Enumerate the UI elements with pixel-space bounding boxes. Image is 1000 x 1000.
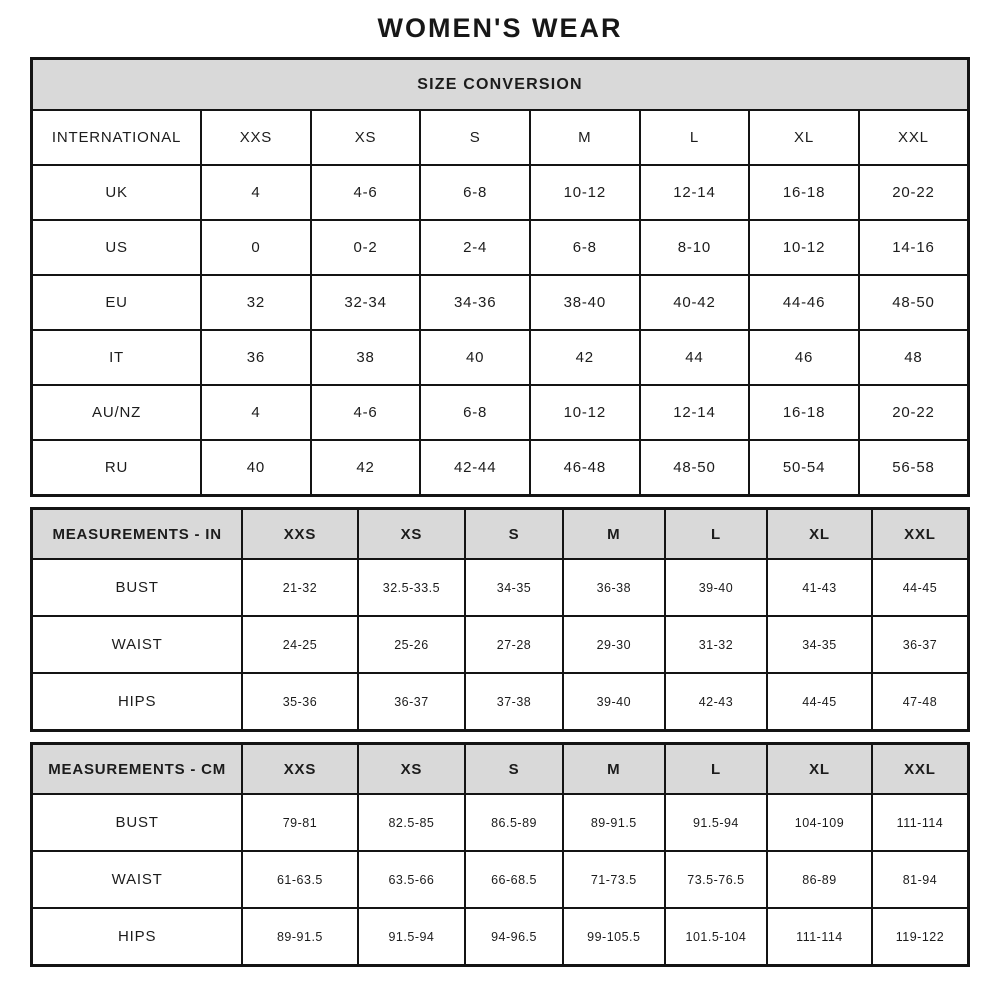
cell: 104-109 [767,794,872,851]
cell: 10-12 [530,385,640,440]
row-label: AU/NZ [32,385,202,440]
row-label: RU [32,440,202,496]
cell: 21-32 [242,559,357,616]
measurements-cm-table [30,742,970,967]
cell: 39-40 [563,673,665,731]
cell: 12-14 [640,385,750,440]
size-header-s: S [465,744,562,795]
size-header-xxl: XXL [859,110,969,165]
cell: 37-38 [465,673,562,731]
cell: 46 [749,330,859,385]
table-row-hips-cm [32,908,969,966]
cell: 99-105.5 [563,908,665,966]
cell: 50-54 [749,440,859,496]
table-row-bust-in [32,559,969,616]
cell: 89-91.5 [242,908,357,966]
cell: 39-40 [665,559,767,616]
cell: 31-32 [665,616,767,673]
size-header-l: L [665,744,767,795]
row-label: HIPS [32,673,243,731]
row-label: EU [32,275,202,330]
cell: 4 [201,385,311,440]
cell: 32.5-33.5 [358,559,466,616]
page-title: WOMEN'S WEAR [377,13,623,43]
cell: 10-12 [749,220,859,275]
measurements-in-title: MEASUREMENTS - IN [32,509,243,560]
cell: 86.5-89 [465,794,562,851]
cell: 89-91.5 [563,794,665,851]
cell: 44-46 [749,275,859,330]
table-row-eu [32,275,969,330]
cell: 91.5-94 [358,908,466,966]
row-label: WAIST [32,851,243,908]
cell: 8-10 [640,220,750,275]
measurements-cm-title: MEASUREMENTS - CM [32,744,243,795]
cell: 48-50 [640,440,750,496]
cell: 4 [201,165,311,220]
cell: 44 [640,330,750,385]
table-row-hips-in [32,673,969,731]
table-row-us [32,220,969,275]
table-row-bust-cm [32,794,969,851]
table-row-aunz [32,385,969,440]
cell: 73.5-76.5 [665,851,767,908]
cell: 91.5-94 [665,794,767,851]
cell: 2-4 [420,220,530,275]
size-header-row [32,110,969,165]
cell: 119-122 [872,908,969,966]
header-international: INTERNATIONAL [32,110,202,165]
cell: 44-45 [767,673,872,731]
cell: 32 [201,275,311,330]
size-header-xl: XL [749,110,859,165]
cell: 101.5-104 [665,908,767,966]
cell: 81-94 [872,851,969,908]
cell: 12-14 [640,165,750,220]
cell: 41-43 [767,559,872,616]
cell: 44-45 [872,559,969,616]
cell: 48-50 [859,275,969,330]
cell: 63.5-66 [358,851,466,908]
cell: 27-28 [465,616,562,673]
cell: 66-68.5 [465,851,562,908]
size-header-xxs: XXS [242,509,357,560]
cell: 36 [201,330,311,385]
cell: 56-58 [859,440,969,496]
cell: 35-36 [242,673,357,731]
table-row-ru [32,440,969,496]
size-header-s: S [465,509,562,560]
cell: 14-16 [859,220,969,275]
size-header-xs: XS [311,110,421,165]
row-label: IT [32,330,202,385]
cell: 0-2 [311,220,421,275]
measurements-in-header-row [32,509,969,560]
cell: 36-37 [872,616,969,673]
size-header-m: M [563,744,665,795]
cell: 4-6 [311,385,421,440]
cell: 86-89 [767,851,872,908]
cell: 94-96.5 [465,908,562,966]
size-header-xl: XL [767,509,872,560]
cell: 46-48 [530,440,640,496]
cell: 40-42 [640,275,750,330]
cell: 0 [201,220,311,275]
cell: 34-36 [420,275,530,330]
cell: 20-22 [859,165,969,220]
table-row-waist-in [32,616,969,673]
cell: 111-114 [767,908,872,966]
size-conversion-title: SIZE CONVERSION [32,59,969,111]
cell: 6-8 [530,220,640,275]
size-header-l: L [640,110,750,165]
size-header-xs: XS [358,744,466,795]
cell: 10-12 [530,165,640,220]
cell: 32-34 [311,275,421,330]
size-header-xs: XS [358,509,466,560]
size-header-l: L [665,509,767,560]
cell: 20-22 [859,385,969,440]
size-header-s: S [420,110,530,165]
row-label: US [32,220,202,275]
row-label: HIPS [32,908,243,966]
table-row-it [32,330,969,385]
size-conversion-table [30,57,970,497]
table-row-uk [32,165,969,220]
cell: 16-18 [749,165,859,220]
measurements-cm-header-row [32,744,969,795]
cell: 42-44 [420,440,530,496]
cell: 79-81 [242,794,357,851]
cell: 6-8 [420,385,530,440]
cell: 42-43 [665,673,767,731]
cell: 29-30 [563,616,665,673]
cell: 34-35 [767,616,872,673]
cell: 111-114 [872,794,969,851]
size-header-m: M [563,509,665,560]
size-header-xl: XL [767,744,872,795]
measurements-in-table [30,507,970,732]
row-label: UK [32,165,202,220]
row-label: BUST [32,559,243,616]
cell: 61-63.5 [242,851,357,908]
size-header-m: M [530,110,640,165]
table-title-row [32,59,969,111]
cell: 38-40 [530,275,640,330]
cell: 82.5-85 [358,794,466,851]
row-label: BUST [32,794,243,851]
row-label: WAIST [32,616,243,673]
cell: 42 [311,440,421,496]
cell: 36-38 [563,559,665,616]
cell: 40 [201,440,311,496]
cell: 6-8 [420,165,530,220]
size-header-xxl: XXL [872,509,969,560]
cell: 40 [420,330,530,385]
cell: 16-18 [749,385,859,440]
cell: 34-35 [465,559,562,616]
size-header-xxs: XXS [242,744,357,795]
cell: 42 [530,330,640,385]
cell: 36-37 [358,673,466,731]
size-header-xxl: XXL [872,744,969,795]
cell: 24-25 [242,616,357,673]
cell: 25-26 [358,616,466,673]
cell: 71-73.5 [563,851,665,908]
cell: 48 [859,330,969,385]
cell: 4-6 [311,165,421,220]
cell: 38 [311,330,421,385]
size-header-xxs: XXS [201,110,311,165]
cell: 47-48 [872,673,969,731]
table-row-waist-cm [32,851,969,908]
